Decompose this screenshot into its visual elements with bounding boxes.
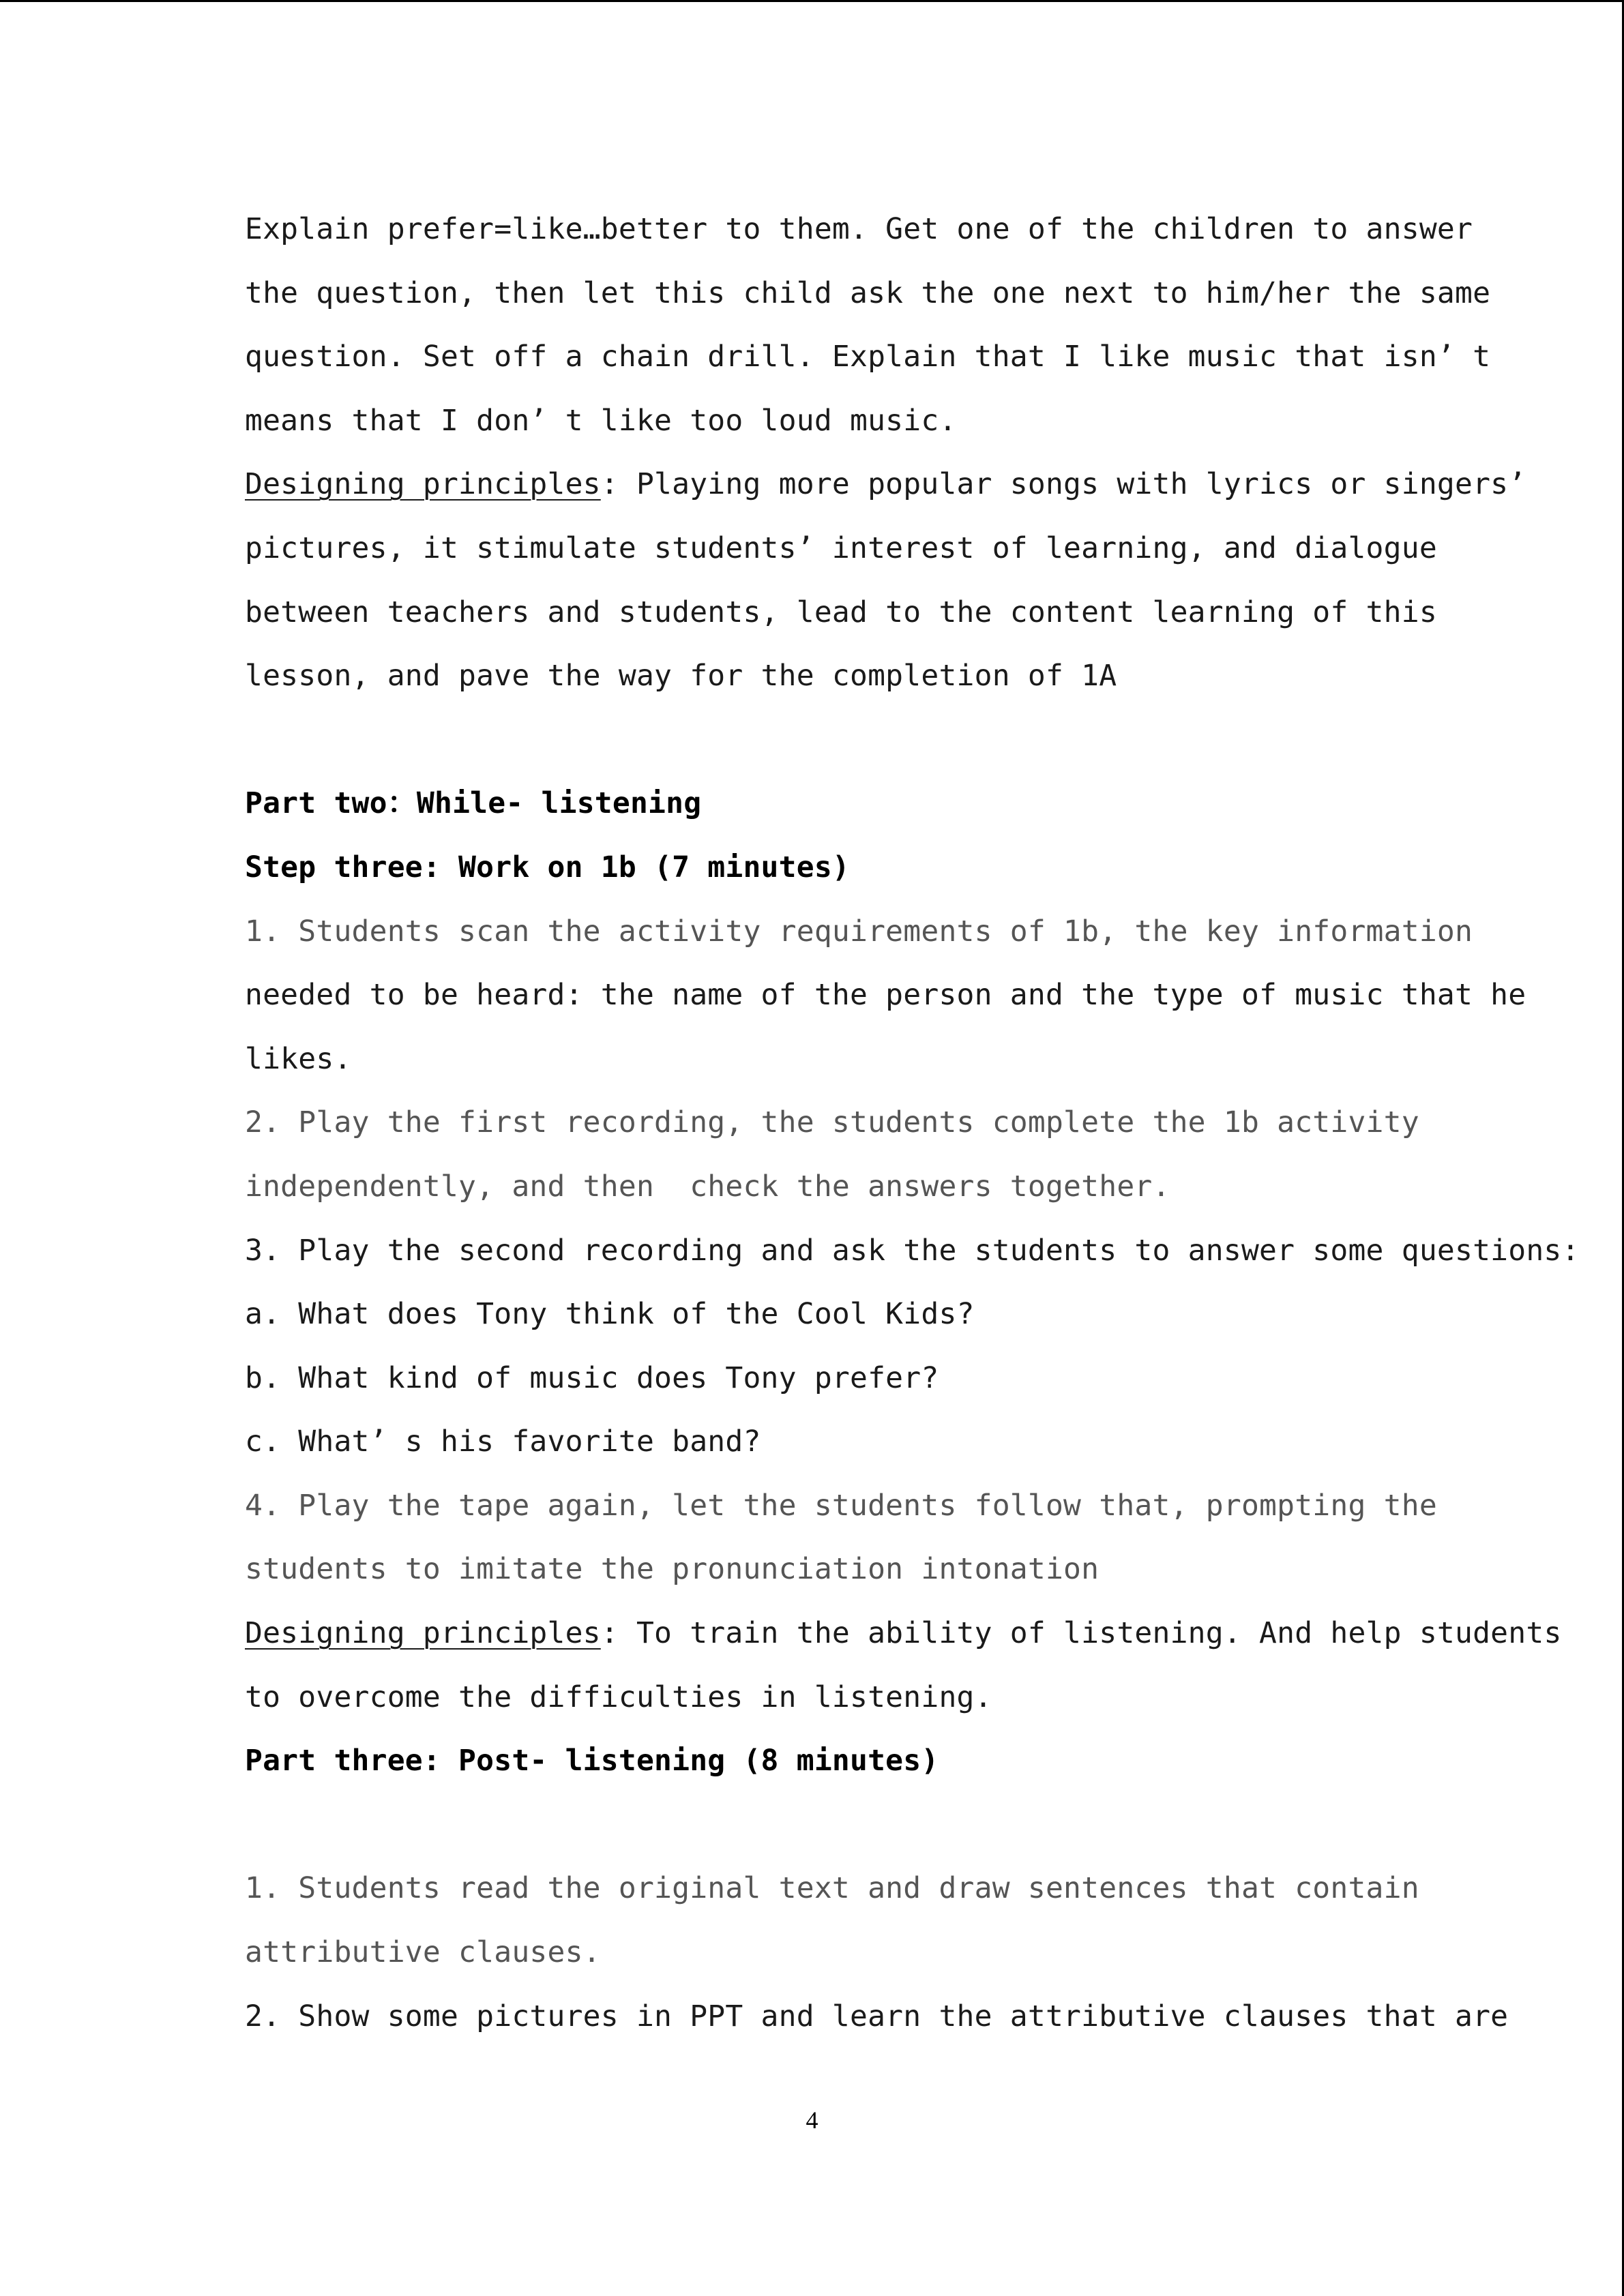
list-item-line: 1. Students scan the activity requirements of 1b, the key information [245,914,1473,949]
designing-principles-line [245,453,1526,517]
part-two-heading: Part two：While- listening [245,786,702,821]
designing-principles-line [245,1602,1562,1666]
designing-principles-text: : Playing more popular songs with lyrics or singers’ [600,467,1526,502]
paragraph-line: question. Set off a chain drill. Explain that I like music that isn’ t [245,340,1491,374]
document-body [245,198,1580,2048]
list-item-line: attributive clauses. [245,1935,601,1970]
step-three-heading: Step three: Work on 1b (7 minutes) [245,850,850,884]
list-item-line: needed to be heard: the name of the person and the type of music that he [245,978,1526,1013]
designing-principles-label: Designing principles [245,467,601,502]
list-item-line: 2. Play the first recording, the students complete the 1b activity [245,1105,1419,1140]
question-line: c. What’ s his favorite band? [245,1425,761,1459]
top-border-rule [0,0,1624,2]
list-item-line: 4. Play the tape again, let the students follow that, prompting the [245,1488,1437,1523]
paragraph-line: Explain prefer=like…better to them. Get one of the children to answer [245,212,1473,246]
paragraph-line: pictures, it stimulate students’ interest of learning, and dialogue [245,531,1437,565]
paragraph-line: between teachers and students, lead to the content learning of this [245,595,1437,629]
page-number: 4 [806,2106,818,2134]
list-item-line: 1. Students read the original text and draw sentences that contain [245,1871,1419,1906]
list-item-line: likes. [245,1041,352,1076]
paragraph-line: the question, then let this child ask the one next to him/her the same [245,275,1491,310]
list-item-line: independently, and then check the answers together. [245,1169,1170,1204]
designing-principles-label: Designing principles [245,1616,601,1651]
designing-principles-text: : To train the ability of listening. And help students [600,1616,1562,1651]
part-three-heading: Part three: Post- listening (8 minutes) [245,1744,939,1778]
question-line: a. What does Tony think of the Cool Kids? [245,1297,975,1332]
paragraph-line: means that I don’ t like too loud music. [245,403,957,438]
list-item-line: students to imitate the pronunciation intonation [245,1552,1099,1587]
spacer [245,1793,1384,1858]
list-item-line: 3. Play the second recording and ask the students to answer some questions: [245,1233,1580,1268]
paragraph-line: to overcome the difficulties in listening. [245,1680,992,1714]
spacer [245,709,1384,773]
paragraph-line: lesson, and pave the way for the completion of 1A [245,659,1117,694]
question-line: b. What kind of music does Tony prefer? [245,1360,939,1395]
list-item-line: 2. Show some pictures in PPT and learn the attributive clauses that are [245,1999,1509,2033]
